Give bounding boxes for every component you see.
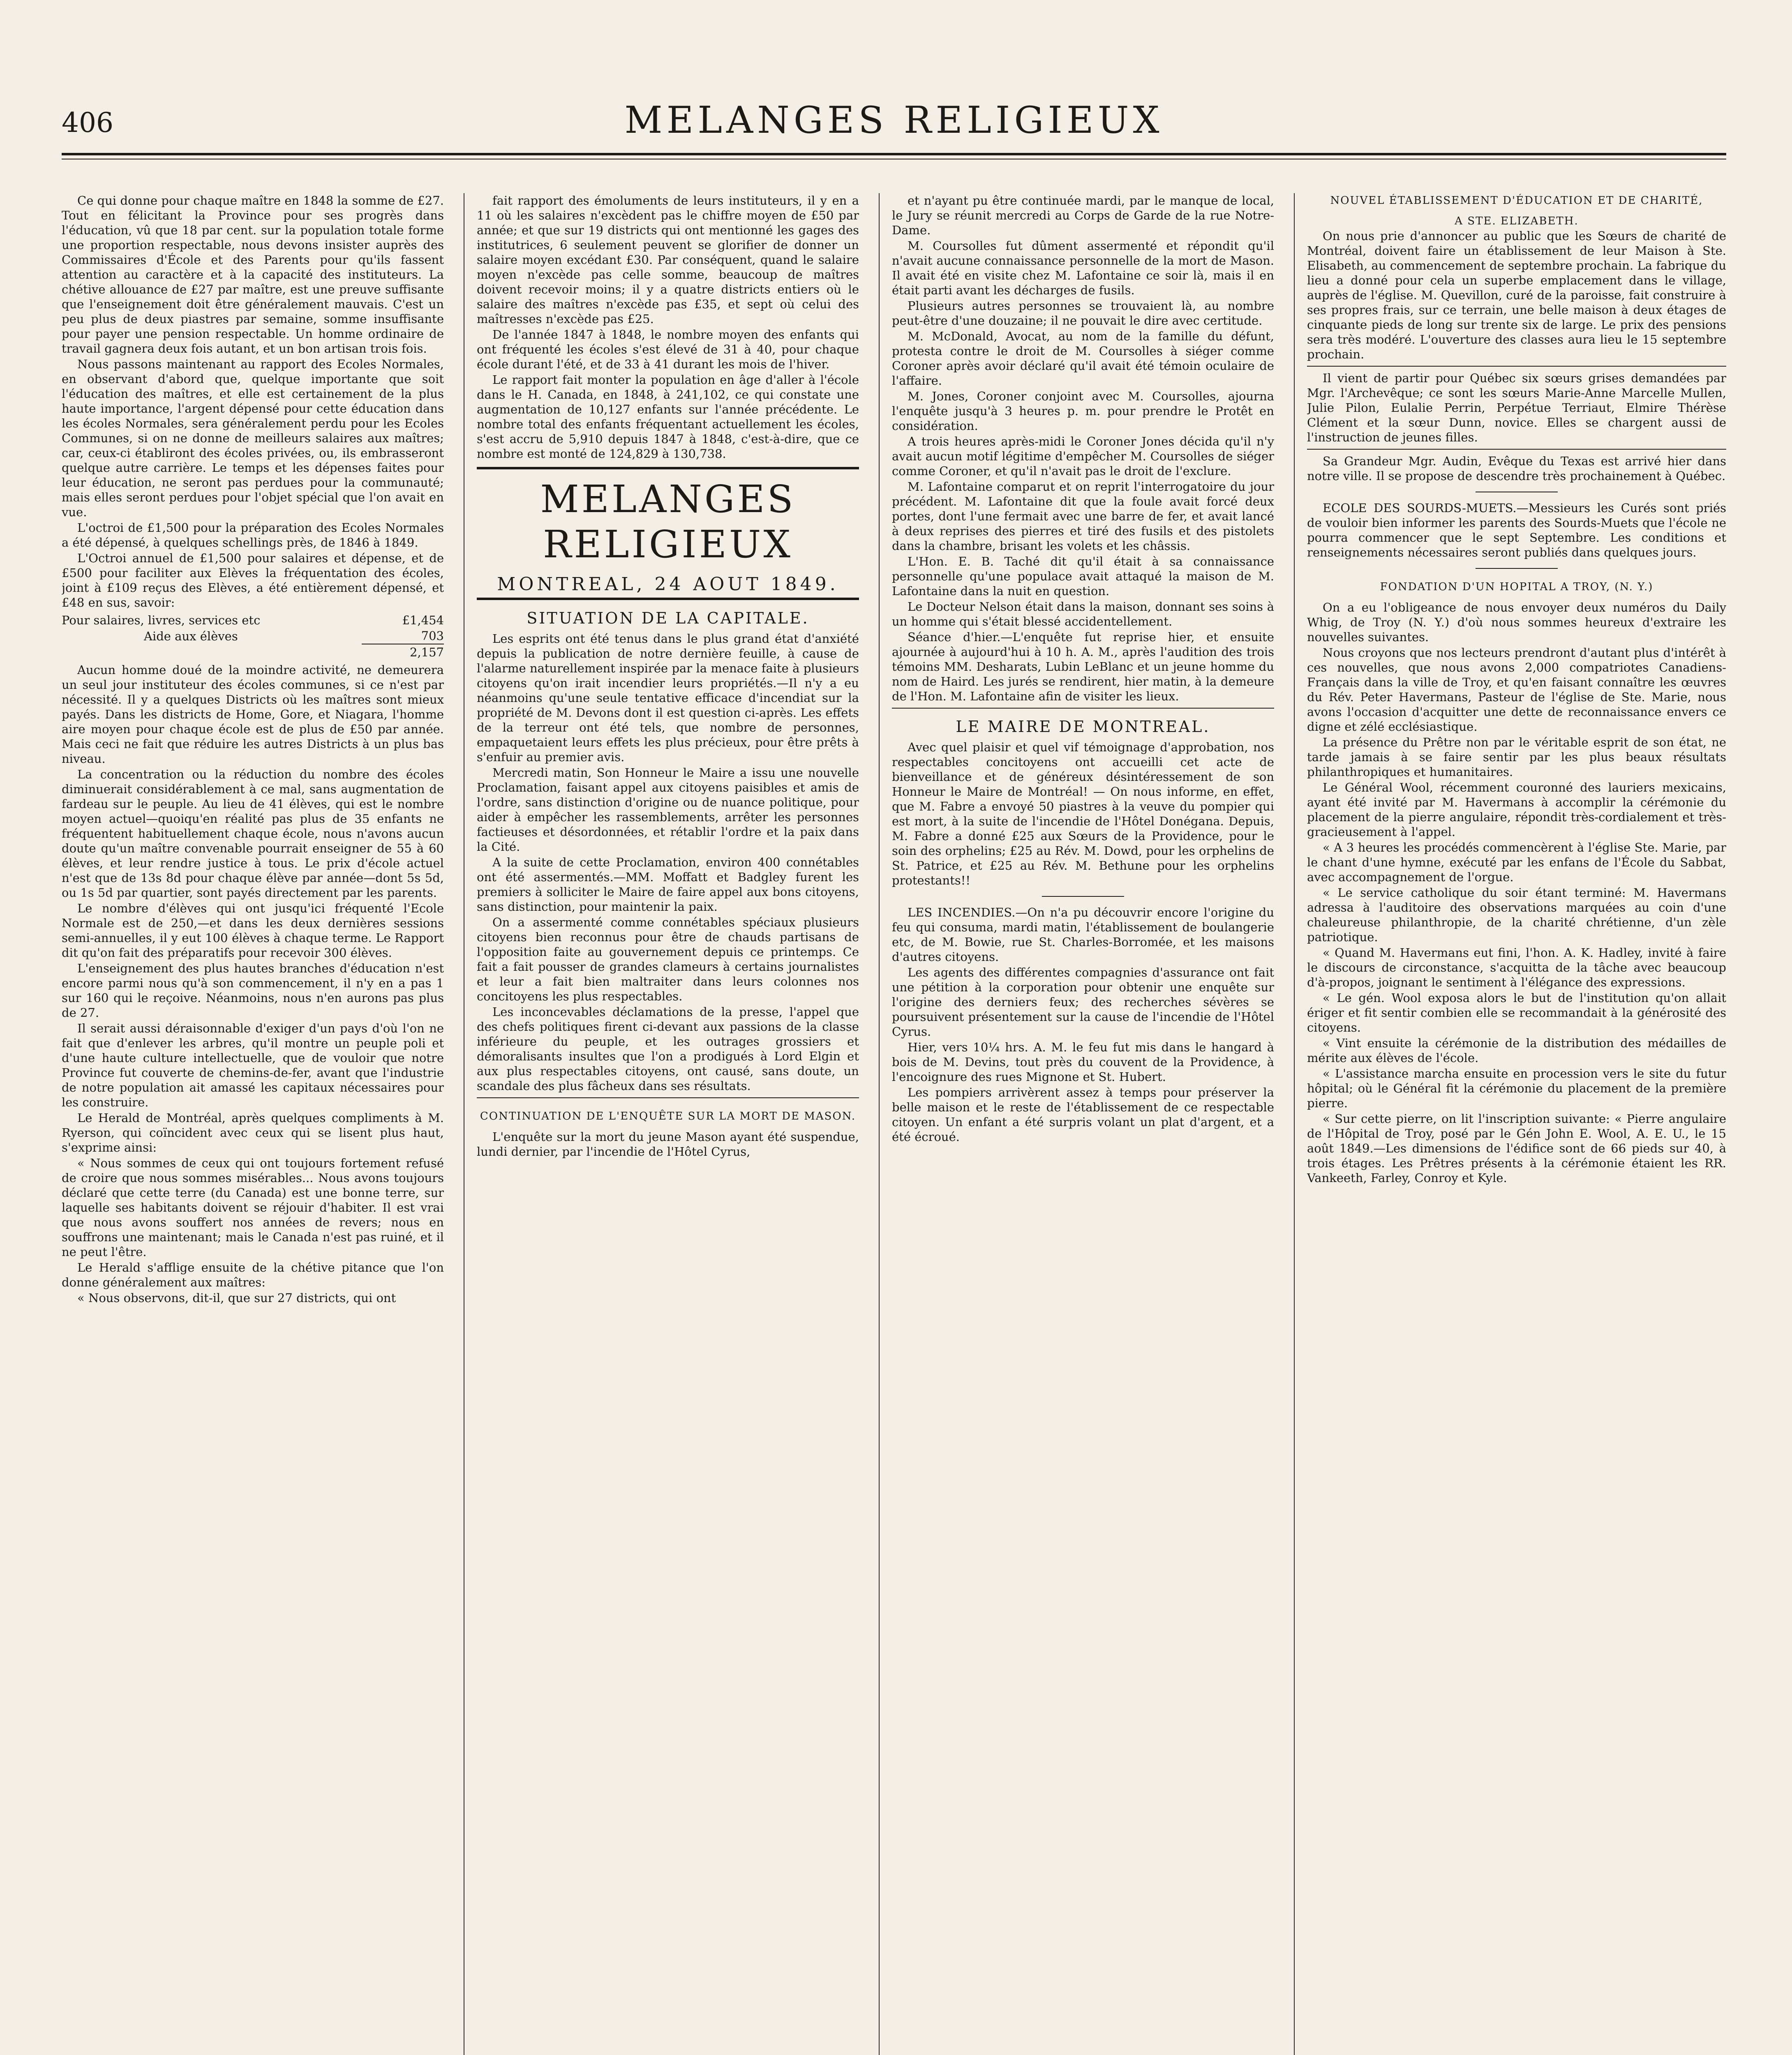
column-2 [477,193,859,2055]
paragraph: Sa Grandeur Mgr. Audin, Evêque du Texas est arrivé hier dans notre ville. Il se propose de descendre très prochainement à Québec. [1307,454,1726,483]
paragraph: Avec quel plaisir et quel vif témoignage d'approbation, nos respectables concitoyens ont accueilli cet acte de bienveillance et de généreux désintéressement de son Honneur le Maire de Montréal! — On nous informe, en effet, que M. Fabre a envoyé 50 piastres à la veuve du pompier qui est mort, à la suite de l'incendie de l'Hôtel Donégana. Depuis, M. Fabre a donné £25 aux Sœurs de la Providence, pour le soin des orphelins; £25 au Rév. M. Dowd, pour les orphelins de St. Patrice, et £25 au Rév. M. Bethune pour les orphelins protestants!! [892,740,1274,887]
paragraph: « Le gén. Wool exposa alors le but de l'institution qu'on allait ériger et fit sentir combien elle se recommandait à la générosité des citoyens. [1307,991,1726,1034]
table-row [62,612,444,628]
column-3 [892,193,1274,2055]
section-title: LE MAIRE DE MONTREAL. [956,718,1210,736]
dateline: MONTREAL, 24 AOUT 1849. [497,574,839,595]
masthead-title: MELANGES RELIGIEUX [540,477,796,566]
section-rule [477,1097,859,1098]
paragraph: Les pompiers arrivèrent assez à temps pour préserver la belle maison et le reste de l'établissement de ce respectable citoyen. Un enfant a été surpris volant un plat d'argent, et a été écroué. [892,1085,1274,1144]
paragraph: On a eu l'obligeance de nous envoyer deux numéros du Daily Whig, de Troy (N. Y.) d'où nous sommes heureux d'extraire les nouvelles suivantes. [1307,600,1726,644]
paragraph: Le Docteur Nelson était dans la maison, donnant ses soins à un homme qui s'était blessé accidentellement. [892,600,1274,628]
paragraph: Les esprits ont été tenus dans le plus grand état d'anxiété depuis la publication de notre dernière feuille, à cause de l'alarme naturellement inspirée par la menace faite à plusieurs citoyens qu'on irait incendier leurs propriétés.—Il n'y a eu néanmoins qu'une seule tentative efficace d'incendiat sur la propriété de M. Devons dont il est question ci-après. Les effets de la terreur ont été tels, que nombre de personnes, empaquetaient leurs effets les plus précieux, pour être prêts à s'enfuir au premier avis. [477,632,859,764]
paragraph: Le Herald s'afflige ensuite de la chétive pitance que l'on donne généralement aux maîtres: [62,1261,444,1289]
short-rule [1042,896,1124,897]
paragraph: Les inconcevables déclamations de la presse, l'appel que des chefs politiques firent ci-devant aux passions de la classe inférieure du peuple, et les outrages grossiers et démoralisants insultes que l'on a prodigués à Lord Elgin et aux plus respectables citoyens, ont causé, sans doute, un scandale des plus fâcheux dans ses résultats. [477,1005,859,1093]
paragraph: L'enseignement des plus hautes branches d'éducation n'est encore parmi nous qu'à son commencement, il n'y en a pas 1 sur 160 qui le reçoive. Néanmoins, nous n'en aurons pas plus de 27. [62,961,444,1020]
paragraph: De l'année 1847 à 1848, le nombre moyen des enfants qui ont fréquenté les écoles s'est élevé de 31 à 40, pour chaque école durant l'été, et de 33 à 41 durant les mois de l'hiver. [477,328,859,371]
paragraph: Le nombre d'élèves qui ont jusqu'ici fréquenté l'Ecole Normale est de 250,—et dans les deux dernières sessions semi-annuelles, il y eut 100 élèves à chaque terme. Le Rapport dit qu'on fait des préparatifs pour recevoir 300 élèves. [62,901,444,960]
paragraph: L'Octroi annuel de £1,500 pour salaires et dépense, et de £500 pour faciliter aux Elèves la fréquentation des écoles, joint à £109 reçus des Elèves, a été entièrement dépensé, et £48 en sus, savoir: [62,551,444,610]
paragraph: et n'ayant pu être continuée mardi, par le manque de local, le Jury se réunit mercredi au Corps de Garde de la rue Notre-Dame. [892,194,1274,237]
section-rule [1307,449,1726,450]
paragraph: On a assermenté comme connétables spéciaux plusieurs citoyens bien reconnus pour être de chauds partisans de l'opposition faite au gouvernement depuis ce printemps. Ce fait a fait pousser de grandes clameurs à certains journalistes et leur a fait bien maltraiter dans leurs colonnes nos concitoyens les plus respectables. [477,915,859,1003]
table-cell-value: £1,454 [402,613,444,627]
paragraph: Le rapport fait monter la population en âge d'aller à l'école dans le H. Canada, en 1848, à 241,102, ce qui constate une augmentation de 10,127 enfants sur l'année précédente. Le nombre total des enfants fréquentant actuellement les écoles, s'est accru de 5,910 depuis 1847 à 1848, c'est-à-dire, que ce nombre est monté de 124,829 à 130,738. [477,373,859,461]
paragraph: Hier, vers 10¼ hrs. A. M. le feu fut mis dans le hangard à bois de M. Devins, tout près du couvent de la Providence, à l'encoignure des rues Mignone et St. Hubert. [892,1040,1274,1084]
column-4 [1307,193,1726,2055]
table-cell-label: Aide aux élèves [144,629,238,643]
section-title: SITUATION DE LA CAPITALE. [527,609,809,627]
paragraph: Le Général Wool, récemment couronné des lauriers mexicains, ayant été invité par M. Havermans à accomplir la cérémonie du placement de la pierre angulaire, répondit très-cordialement et très-gracieusement à l'appel. [1307,780,1726,839]
paragraph: fait rapport des émoluments de leurs instituteurs, il y en a 11 où les salaires n'excèdent pas le chiffre moyen de £50 par année; et que sur 19 districts qui ont mentionné les gages des institutrices, 6 seulement peuvent se glorifier de donner un salaire moyen excédant £30. Par conséquent, quand le salaire moyen n'excède pas celle somme, beaucoup de maîtres doivent recevoir moins; il y a quatre districts entiers où le salaire des maîtres n'excède pas £35, et sept où celui des maîtresses n'excède pas £25. [477,194,859,326]
paragraph: L'enquête sur la mort du jeune Mason ayant été suspendue, lundi dernier, par l'incendie de l'Hôtel Cyrus, [477,1130,859,1159]
table-total: 2,157 [409,645,444,659]
paragraph: Plusieurs autres personnes se trouvaient là, au nombre peut-être d'une douzaine; il ne pouvait le dire avec certitude. [892,299,1274,328]
paragraph: Aucun homme doué de la moindre activité, ne demeurera un seul jour instituteur des écoles communes, si ce n'est par nécessité. Il y a quelques Districts où les maîtres sont mieux payés. Dans les districts de Home, Gore, et Niagara, l'homme aire moyen pour chaque école est de plus de £50 par année. Mais ceci ne fait que réduire les autres Districts à un plus bas niveau. [62,663,444,766]
section-rule [1307,366,1726,367]
paragraph: ECOLE DES SOURDS-MUETS.—Messieurs les Curés sont priés de vouloir bien informer les parents des Sourds-Muets que l'école ne pourra commencer que le sept Septembre. Les conditions et renseignements nécessaires seront publiés dans quelques jours. [1307,501,1726,559]
short-rule [1476,568,1558,569]
paragraph: M. Coursolles fut dûment assermenté et répondit qu'il n'avait aucune connaissance personnelle de la mort de Mason. Il avait été en visite chez M. Lafontaine ce soir là, mais il en était parti avant les décharges de fusils. [892,239,1274,297]
paragraph: Les agents des différentes compagnies d'assurance ont fait une pétition à la corporation pour obtenir une enquête sur l'origine des derniers feux; des recherches sévères se poursuivent présentement sur la cause de l'incendie de l'Hôtel Cyrus. [892,965,1274,1039]
paragraph: Ce qui donne pour chaque maître en 1848 la somme de £27. Tout en félicitant la Province pour ses progrès dans l'éducation, vû que 18 par cent. sur la population totale forme une proportion respectable, nous devons insister auprès des Commissaires d'École et des Parents pour qu'ils fassent attention au caractère et à la capacité des instituteurs. La chétive allouance de £27 par maître, est une preuve suffisante que l'enseignement doit être généralement mauvais. C'est un peu plus de deux piastres par semaine, somme insuffisante pour payer une pension respectable. Un homme ordinaire de travail gagnera deux fois autant, et un bon artisan trois fois. [62,194,444,356]
table-cell-label: Pour salaires, livres, services etc [62,613,261,627]
expense-table [62,612,444,660]
paragraph: LES INCENDIES.—On n'a pu découvrir encore l'origine du feu qui consuma, mardi matin, l'établissement de boulangerie etc, de M. Bowie, rue St. Charles-Borromée, et les maisons d'autres citoyens. [892,905,1274,964]
running-title: MELANGES RELIGIEUX [624,99,1164,142]
paragraph: « Nous sommes de ceux qui ont toujours fortement refusé de croire que nous sommes misérables... Nous avons toujours déclaré que cette terre (du Canada) est une bonne terre, sur laquelle ses habitants doivent se réjouir d'habiter. Il est vrai que nous avons souffert nos années de revers; nous en souffrons une maintenant; mais le Canada n'est pas ruiné, et il ne peut l'être. [62,1156,444,1259]
paragraph: La concentration ou la réduction du nombre des écoles diminuerait considérablement à ce mal, sans augmentation de fardeau sur le peuple. Au lieu de 41 élèves, qui est le nombre moyen actuel—quoiqu'en réalité pas plus de 35 enfants ne fréquentent habituellement chaque école, nous n'avons aucun doute qu'un maître convenable pourrait enseigner de 55 à 60 élèves, et leur rendre justice à tous. Le prix d'école actuel n'est que de 13s 8d pour chaque élève par année—dont 5s 5d, ou 1s 5d par quartier, sont payés directement par les parents. [62,767,444,900]
section-rule [892,708,1274,709]
paragraph: Nous passons maintenant au rapport des Ecoles Normales, en observant d'abord que, quelque importante que soit l'éducation des maîtres, et elle est certainement de la plus haute importance, l'argent dépensé pour cette éducation dans les écoles Normales, sera généralement perdu pour les Ecoles Communes, si on ne donne de meilleurs salaires aux maîtres; car, ceux-ci établiront des écoles privées, ou, ils embrasseront quelque autre carrière. Le temps et les dépenses faites pour leur éducation, ne seront pas perdues pour la communauté; mais elles seront perdues pour l'objet spécial que l'on avait en vue. [62,357,444,519]
masthead-rule-top [477,467,859,469]
paragraph: A trois heures après-midi le Coroner Jones décida qu'il n'y avait aucun motif légitime d'empêcher M. Coursolles de siéger comme Coroner, et qu'il n'avait pas le droit de l'exclure. [892,434,1274,478]
notice-title: FONDATION D'UN HOPITAL A TROY, (N. Y.) [1380,581,1653,593]
paragraph: L'Hon. E. B. Taché dit qu'il était à sa connaissance personnelle qu'une populace avait attaqué la maison de M. Lafontaine dans la nuit en question. [892,554,1274,598]
paragraph: L'octroi de £1,500 pour la préparation des Ecoles Normales a été dépensé, à quelques schellings près, de 1846 à 1849. [62,521,444,550]
paragraph: « Le service catholique du soir étant terminé: M. Havermans adressa à l'auditoire des observations marquées au coin d'une chaleureuse philanthropie, de la charité chrétienne, d'un zèle patriotique. [1307,886,1726,944]
paragraph: « A 3 heures les procédés commencèrent à l'église Ste. Marie, par le chant d'une hymne, exécuté par les enfans de l'École du Sabbat, avec accompagnement de l'orgue. [1307,840,1726,884]
page-number: 406 [62,107,113,139]
paragraph: M. Jones, Coroner conjoint avec M. Coursolles, ajourna l'enquête jusqu'à 3 heures p. m. pour prendre le Protêt en considération. [892,389,1274,433]
paragraph: M. McDonald, Avocat, au nom de la famille du défunt, protesta contre le droit de M. Coursolles à siéger comme Coroner après avoir déclaré qu'il avait été témoin oculaire de l'affaire. [892,329,1274,388]
paragraph: Il serait aussi déraisonnable d'exiger d'un pays d'où l'on ne fait que d'enlever les arbres, qu'il montre un peuple poli et d'une haute culture intellectuelle, que de vouloir que notre Province fut couverte de chemins-de-fer, avant que l'industrie de notre population ait amassé les capitaux nécessaires pour les construire. [62,1021,444,1109]
column-1 [62,193,444,2055]
paragraph: Mercredi matin, Son Honneur le Maire a issu une nouvelle Proclamation, faisant appel aux citoyens paisibles et amis de l'ordre, sans distinction d'origine ou de nuance politique, pour aider à empêcher les rassemblements, arrêter les personnes factieuses et désordonnées, et rétablir l'ordre et la paix dans la Cité. [477,766,859,854]
paragraph: On nous prie d'annoncer au public que les Sœurs de charité de Montréal, doivent faire un établissement de leur Maison à Ste. Elisabeth, au commencement de septembre prochain. La fabrique du lieu a donné pour cela un superbe emplacement dans le village, auprès de l'église. M. Quevillon, curé de la paroisse, fait construire à ses propres frais, sur ce terrain, une belle maison à deux étages de cinquante pieds de long sur trente six de large. Le prix des pensions sera très modéré. L'ouverture des classes aura lieu le 15 septembre prochain. [1307,229,1726,361]
paragraph: « L'assistance marcha ensuite en procession vers le site du futur hôpital; où le Général fit la cérémonie du placement de la première pierre. [1307,1067,1726,1110]
paragraph: A la suite de cette Proclamation, environ 400 connétables ont été assermentés.—MM. Moffatt et Badgley furent les premiers à solliciter le Maire de faire appel aux bons citoyens, sans distinction, pour maintenir la paix. [477,855,859,914]
header-rule-thick [62,153,1726,155]
table-row [62,628,444,644]
notice-title: NOUVEL ÉTABLISSEMENT D'ÉDUCATION ET DE CHARITÉ, [1330,194,1703,207]
paragraph: Le Herald de Montréal, après quelques compliments à M. Ryerson, qui coïncident avec ceux qui se lisent plus haut, s'exprime ainsi: [62,1111,444,1154]
paragraph: Séance d'hier.—L'enquête fut reprise hier, et ensuite ajournée à aujourd'hui à 10 h. A. M., après l'audition des trois témoins MM. Desharats, Lubin LeBlanc et un jeune homme du nom de Haird. Les jurés se rendirent, hier matin, à la demeure de l'Hon. M. Lafontaine afin de visiter les lieux. [892,630,1274,703]
column-divider [879,193,880,2055]
table-row [62,644,444,660]
masthead-rule-bottom [477,598,859,600]
section-title: CONTINUATION DE L'ENQUÊTE SUR LA MORT DE MASON. [480,1110,856,1122]
paragraph: « Vint ensuite la cérémonie de la distribution des médailles de mérite aux élèves de l'école. [1307,1036,1726,1065]
table-cell-value: 703 [362,628,444,644]
masthead [477,477,859,595]
paragraph: « Nous observons, dit-il, que sur 27 districts, qui ont [77,1291,396,1305]
paragraph: Nous croyons que nos lecteurs prendront d'autant plus d'intérêt à ces nouvelles, que nous avons 2,000 compatriotes Canadiens-Français dans la ville de Troy, et qu'en faisant connaître les œuvres du Rév. Peter Havermans, Pasteur de l'église de Ste. Marie, nous avons l'occasion d'acquitter une dette de reconnaissance envers ce digne et zélé ecclésiastique. [1307,646,1726,734]
page-header [62,82,1726,144]
paragraph: Il vient de partir pour Québec six sœurs grises demandées par Mgr. l'Archevêque; ce sont les sœurs Marie-Anne Marcelle Mullen, Julie Pilon, Eulalie Perrin, Perpétue Terriaut, Elmire Thérèse Clément et la sœur Dunn, novice. Elles se chargent aussi de l'instruction de jeunes filles. [1307,371,1726,444]
paragraph: « Quand M. Havermans eut fini, l'hon. A. K. Hadley, invité à faire le discours de circonstance, s'acquitta de la tâche avec beaucoup d'à-propos, joignant le sentiment à l'élégance des expressions. [1307,946,1726,989]
notice-subtitle: A STE. ELIZABETH. [1455,215,1579,227]
column-divider [1294,193,1295,2055]
paragraph: M. Lafontaine comparut et on reprit l'interrogatoire du jour précédent. M. Lafontaine dit que la foule avait forcé deux portes, dont l'une fermait avec une barre de fer, et avait lancé à deux reprises des pierres et tiré des fusils et des pistolets dans la chambre, brisant les volets et les châssis. [892,480,1274,553]
paragraph: « Sur cette pierre, on lit l'inscription suivante: « Pierre angulaire de l'Hôpital de Troy, posé par le Gén John E. Wool, A. E. U., le 15 août 1849.—Les dimensions de l'édifice sont de 66 pieds sur 40, à trois étages. Les Prêtres présents à la cérémonie étaient les RR. Vankeeth, Farley, Conroy et Kyle. [1307,1112,1726,1185]
paragraph: La présence du Prêtre non par le véritable esprit de son état, ne tarde jamais à se faire sentir par les plus beaux résultats philanthropiques et humanitaires. [1307,735,1726,779]
